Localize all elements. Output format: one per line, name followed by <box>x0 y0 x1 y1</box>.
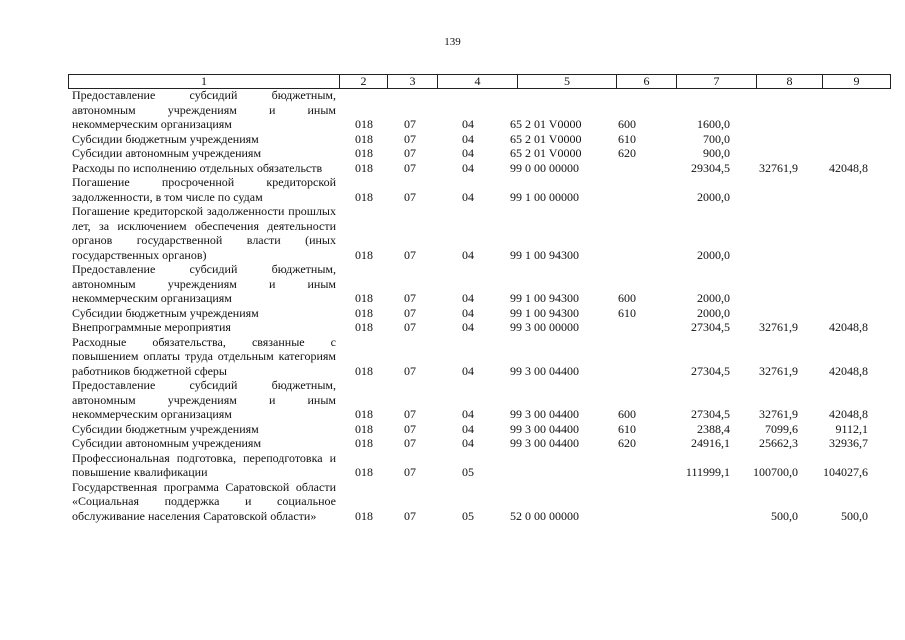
ministry-code: 018 <box>355 305 373 320</box>
table-row <box>68 335 890 379</box>
amount-year-1: 27304,5 <box>691 320 730 334</box>
amount-year-3: 32936,7 <box>829 436 868 450</box>
section-code: 07 <box>404 291 416 305</box>
expense-type-code: 610 <box>618 421 636 436</box>
table-row <box>68 422 890 437</box>
row-description: Субсидии автономным учреждениям <box>72 436 262 450</box>
subsection-code: 04 <box>462 363 474 378</box>
section-code: 07 <box>404 160 416 175</box>
row-description: Внепрограммные мероприятия <box>72 320 231 334</box>
amount-year-1: 1600,0 <box>697 117 730 131</box>
row-description: Субсидии бюджетным учреждениям <box>72 421 259 436</box>
target-article-code: 99 1 00 94300 <box>510 247 579 262</box>
amount-year-2: 500,0 <box>771 508 798 523</box>
target-article-code: 99 3 00 04400 <box>510 407 579 421</box>
row-description: Субсидии бюджетным учреждениям <box>72 131 259 146</box>
header-col-9: 9 <box>823 75 891 89</box>
section-code: 07 <box>404 305 416 320</box>
table-row <box>68 146 890 161</box>
target-article-code: 99 1 00 94300 <box>510 305 579 320</box>
amount-year-1: 900,0 <box>703 146 730 160</box>
subsection-code: 04 <box>462 146 474 160</box>
section-code: 07 <box>404 117 416 131</box>
subsection-code: 04 <box>462 117 474 131</box>
section-code: 07 <box>404 407 416 421</box>
header-col-7: 7 <box>677 75 757 89</box>
amount-year-1: 27304,5 <box>691 363 730 378</box>
header-col-4: 4 <box>438 75 518 89</box>
target-article-code: 99 3 00 00000 <box>510 320 579 334</box>
row-description: Предоставление субсидий бюджетным, автономным учреждениям и иным некоммерческим организациям <box>72 262 336 305</box>
header-col-8: 8 <box>757 75 823 89</box>
header-row <box>69 75 891 89</box>
section-code: 07 <box>404 146 416 160</box>
target-article-code: 65 2 01 V0000 <box>510 117 582 131</box>
amount-year-2: 100700,0 <box>753 465 798 479</box>
header-col-6: 6 <box>617 75 677 89</box>
table-row <box>68 132 890 147</box>
subsection-code: 04 <box>462 189 474 204</box>
ministry-code: 018 <box>355 465 373 479</box>
section-code: 07 <box>404 436 416 450</box>
target-article-code: 99 1 00 94300 <box>510 291 579 305</box>
target-article-code: 99 3 00 04400 <box>510 363 579 378</box>
target-article-code: 65 2 01 V0000 <box>510 146 582 160</box>
row-description: Субсидии автономным учреждениям <box>72 146 262 160</box>
expense-type-code: 620 <box>618 146 636 160</box>
subsection-code: 04 <box>462 407 474 421</box>
ministry-code: 018 <box>355 131 373 146</box>
table-row <box>68 88 890 132</box>
section-code: 07 <box>404 131 416 146</box>
header-col-5: 5 <box>518 75 617 89</box>
target-article-code: 99 0 00 00000 <box>510 160 579 175</box>
row-description: Погашение кредиторской задолженности прошлых лет, за исключением обеспечения деятельности органов государственной власти (иных государственных органов) <box>72 204 336 262</box>
expense-type-code: 600 <box>618 407 636 421</box>
target-article-code: 99 3 00 04400 <box>510 421 579 436</box>
amount-year-3: 42048,8 <box>829 363 868 378</box>
target-article-code: 99 3 00 04400 <box>510 436 579 450</box>
amount-year-3: 42048,8 <box>829 320 868 334</box>
budget-table-body <box>68 88 890 523</box>
amount-year-1: 2000,0 <box>697 305 730 320</box>
expense-type-code: 620 <box>618 436 636 450</box>
table-row <box>68 480 890 524</box>
row-description: Предоставление субсидий бюджетным, автономным учреждениям и иным некоммерческим организациям <box>72 378 336 421</box>
subsection-code: 04 <box>462 320 474 334</box>
ministry-code: 018 <box>355 247 373 262</box>
table-row <box>68 306 890 321</box>
subsection-code: 04 <box>462 131 474 146</box>
amount-year-2: 32761,9 <box>759 320 798 334</box>
subsection-code: 04 <box>462 160 474 175</box>
ministry-code: 018 <box>355 160 373 175</box>
amount-year-1: 2000,0 <box>697 247 730 262</box>
amount-year-3: 42048,8 <box>829 160 868 175</box>
amount-year-1: 27304,5 <box>691 407 730 421</box>
amount-year-3: 500,0 <box>841 508 868 523</box>
target-article-code: 99 1 00 00000 <box>510 189 579 204</box>
row-description: Субсидии бюджетным учреждениям <box>72 305 259 320</box>
subsection-code: 04 <box>462 421 474 436</box>
table-row <box>68 451 890 480</box>
row-description: Государственная программа Саратовской области «Социальная поддержка и социальное обслуживание населения Саратовской области» <box>72 479 336 523</box>
row-description: Погашение просроченной кредиторской задолженности, в том числе по судам <box>72 175 336 204</box>
amount-year-2: 32761,9 <box>759 407 798 421</box>
expense-type-code: 610 <box>618 131 636 146</box>
ministry-code: 018 <box>355 421 373 436</box>
subsection-code: 05 <box>462 465 474 479</box>
ministry-code: 018 <box>355 291 373 305</box>
amount-year-1: 24916,1 <box>691 436 730 450</box>
row-description: Расходные обязательства, связанные с повышением оплаты труда отдельным категориям работников бюджетной сферы <box>72 334 336 378</box>
subsection-code: 04 <box>462 436 474 450</box>
amount-year-2: 32761,9 <box>759 160 798 175</box>
section-code: 07 <box>404 363 416 378</box>
ministry-code: 018 <box>355 363 373 378</box>
ministry-code: 018 <box>355 436 373 450</box>
amount-year-2: 32761,9 <box>759 363 798 378</box>
page-number: 139 <box>444 36 461 48</box>
table-row <box>68 161 890 176</box>
table-row <box>68 436 890 451</box>
table-row <box>68 204 890 262</box>
amount-year-3: 42048,8 <box>829 407 868 421</box>
subsection-code: 04 <box>462 247 474 262</box>
amount-year-1: 2000,0 <box>697 291 730 305</box>
amount-year-1: 700,0 <box>703 131 730 146</box>
section-code: 07 <box>404 421 416 436</box>
ministry-code: 018 <box>355 146 373 160</box>
ministry-code: 018 <box>355 508 373 523</box>
target-article-code: 65 2 01 V0000 <box>510 131 582 146</box>
amount-year-2: 25662,3 <box>759 436 798 450</box>
amount-year-1: 29304,5 <box>691 160 730 175</box>
header-col-3: 3 <box>388 75 438 89</box>
row-description: Расходы по исполнению отдельных обязательств <box>72 160 323 175</box>
expense-type-code: 600 <box>618 117 636 131</box>
amount-year-3: 104027,6 <box>823 465 868 479</box>
expense-type-code: 600 <box>618 291 636 305</box>
ministry-code: 018 <box>355 117 373 131</box>
section-code: 07 <box>404 465 416 479</box>
ministry-code: 018 <box>355 407 373 421</box>
amount-year-1: 111999,1 <box>685 465 730 479</box>
ministry-code: 018 <box>355 320 373 334</box>
section-code: 07 <box>404 508 416 523</box>
subsection-code: 05 <box>462 508 474 523</box>
amount-year-1: 2388,4 <box>697 421 730 436</box>
expense-type-code: 610 <box>618 305 636 320</box>
row-description: Предоставление субсидий бюджетным, автономным учреждениям и иным некоммерческим организациям <box>72 88 336 131</box>
table-row <box>68 378 890 422</box>
amount-year-3: 9112,1 <box>835 421 868 436</box>
column-header-table <box>68 74 891 89</box>
table-row <box>68 262 890 306</box>
section-code: 07 <box>404 320 416 334</box>
amount-year-1: 2000,0 <box>697 189 730 204</box>
amount-year-2: 7099,6 <box>765 421 798 436</box>
header-col-1: 1 <box>69 75 340 89</box>
section-code: 07 <box>404 247 416 262</box>
subsection-code: 04 <box>462 291 474 305</box>
target-article-code: 52 0 00 00000 <box>510 508 579 523</box>
section-code: 07 <box>404 189 416 204</box>
table-row <box>68 320 890 335</box>
row-description: Профессиональная подготовка, переподготовка и повышение квалификации <box>72 450 336 479</box>
subsection-code: 04 <box>462 305 474 320</box>
ministry-code: 018 <box>355 189 373 204</box>
table-row <box>68 175 890 204</box>
header-col-2: 2 <box>340 75 388 89</box>
